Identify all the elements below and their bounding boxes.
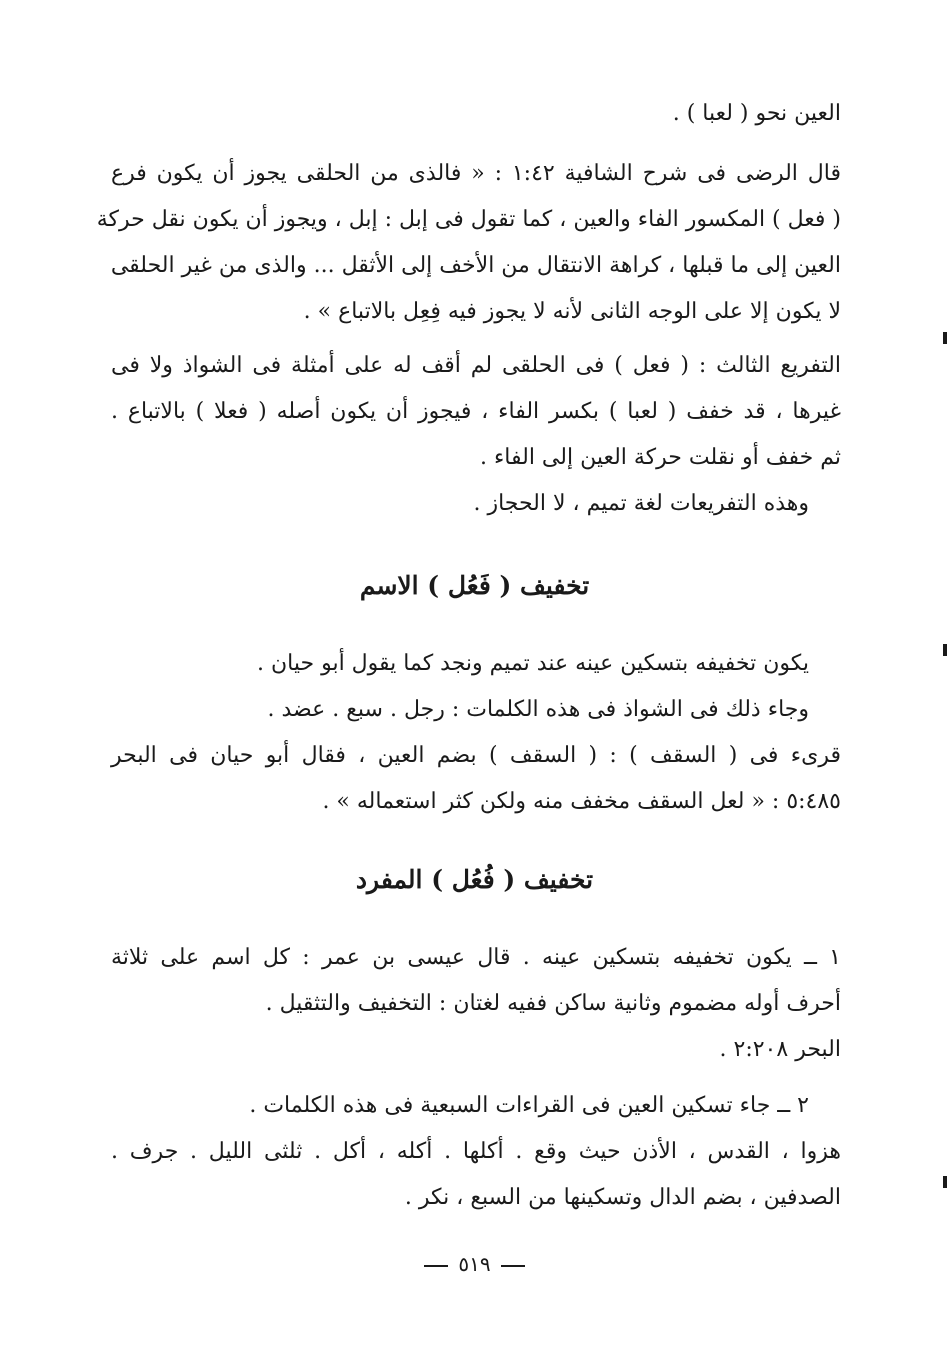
text-line: ٥:٤٨٥ : « لعل السقف مخفف منه ولكن كثر استعماله » . bbox=[322, 789, 841, 814]
text-line: الصدفين ، بضم الدال وتسكينها من السبع ، نكر . bbox=[404, 1185, 841, 1210]
margin-mark bbox=[943, 1176, 947, 1188]
text-line: العين نحو ( لعبا ) . bbox=[672, 101, 841, 126]
section-heading: تخفيف ( فَعُل ) الاسم bbox=[359, 571, 590, 600]
text-line: ( فعل ) المكسور الفاء والعين ، كما تقول فى إبل : إبل ، ويجوز أن يكون نقل حركة bbox=[96, 207, 841, 232]
text-line: لا يكون إلا على الوجه الثانى لأنه لا يجوز فيه فِعِل بالاتباع » . bbox=[303, 299, 841, 324]
page-number-text: ٥١٩ bbox=[458, 1252, 491, 1276]
text-line: ٢ ــ جاء تسكين العين فى القراءات السبعية فى هذه الكلمات . bbox=[249, 1093, 809, 1118]
text-line: يكون تخفيفه بتسكين عينه عند تميم ونجد كما يقول أبو حيان . bbox=[257, 651, 809, 676]
text-line: وهذه التفريعات لغة تميم ، لا الحجاز . bbox=[473, 491, 809, 516]
page-number bbox=[0, 1244, 949, 1284]
text-line: وجاء ذلك فى الشواذ فى هذه الكلمات : رجل . سبع . عضد . bbox=[267, 697, 809, 722]
text-line: أحرف أوله مضموم وثانية ساكن ففيه لغتان : التخفيف والتثقيل . bbox=[265, 991, 841, 1016]
text-line: ١ ــ يكون تخفيفه بتسكين عينه . قال عيسى بن عمر : كل اسم على ثلاثة bbox=[111, 945, 841, 970]
dash-left bbox=[424, 1265, 448, 1267]
text-line: ثم خفف أو نقلت حركة العين إلى الفاء . bbox=[479, 445, 841, 470]
text-line: قرىء فى ( السقف ) : ( السقف ) بضم العين ، فقال أبو حيان فى البحر bbox=[111, 743, 841, 768]
text-line: التفريع الثالث : ( فعل ) فى الحلقى لم أقف له على أمثلة فى الشواذ ولا فى bbox=[111, 353, 841, 378]
margin-mark bbox=[943, 644, 947, 656]
text-line: قال الرضى فى شرح الشافية ١:٤٢ : « فالذى من الحلقى يجوز أن يكون فرع bbox=[111, 161, 841, 186]
dash-right bbox=[501, 1265, 525, 1267]
text-line: البحر ٢:٢٠٨ . bbox=[719, 1037, 841, 1062]
margin-mark bbox=[943, 332, 947, 344]
section-heading: تخفيف ( فُعُل ) المفرد bbox=[355, 865, 594, 894]
text-line: العين إلى ما قبلها ، كراهة الانتقال من الأخف إلى الأثقل ... والذى من غير الحلقى bbox=[110, 253, 841, 278]
text-line: هزوا ، القدس ، الأذن حيث وقع . أكلها . أكله ، أكل . ثلثى الليل . جرف . bbox=[111, 1139, 841, 1164]
text-line: غيرها ، قد خفف ( لعبا ) بكسر الفاء ، فيجوز أن يكون أصله ( فعلا ) بالاتباع . bbox=[111, 399, 841, 424]
